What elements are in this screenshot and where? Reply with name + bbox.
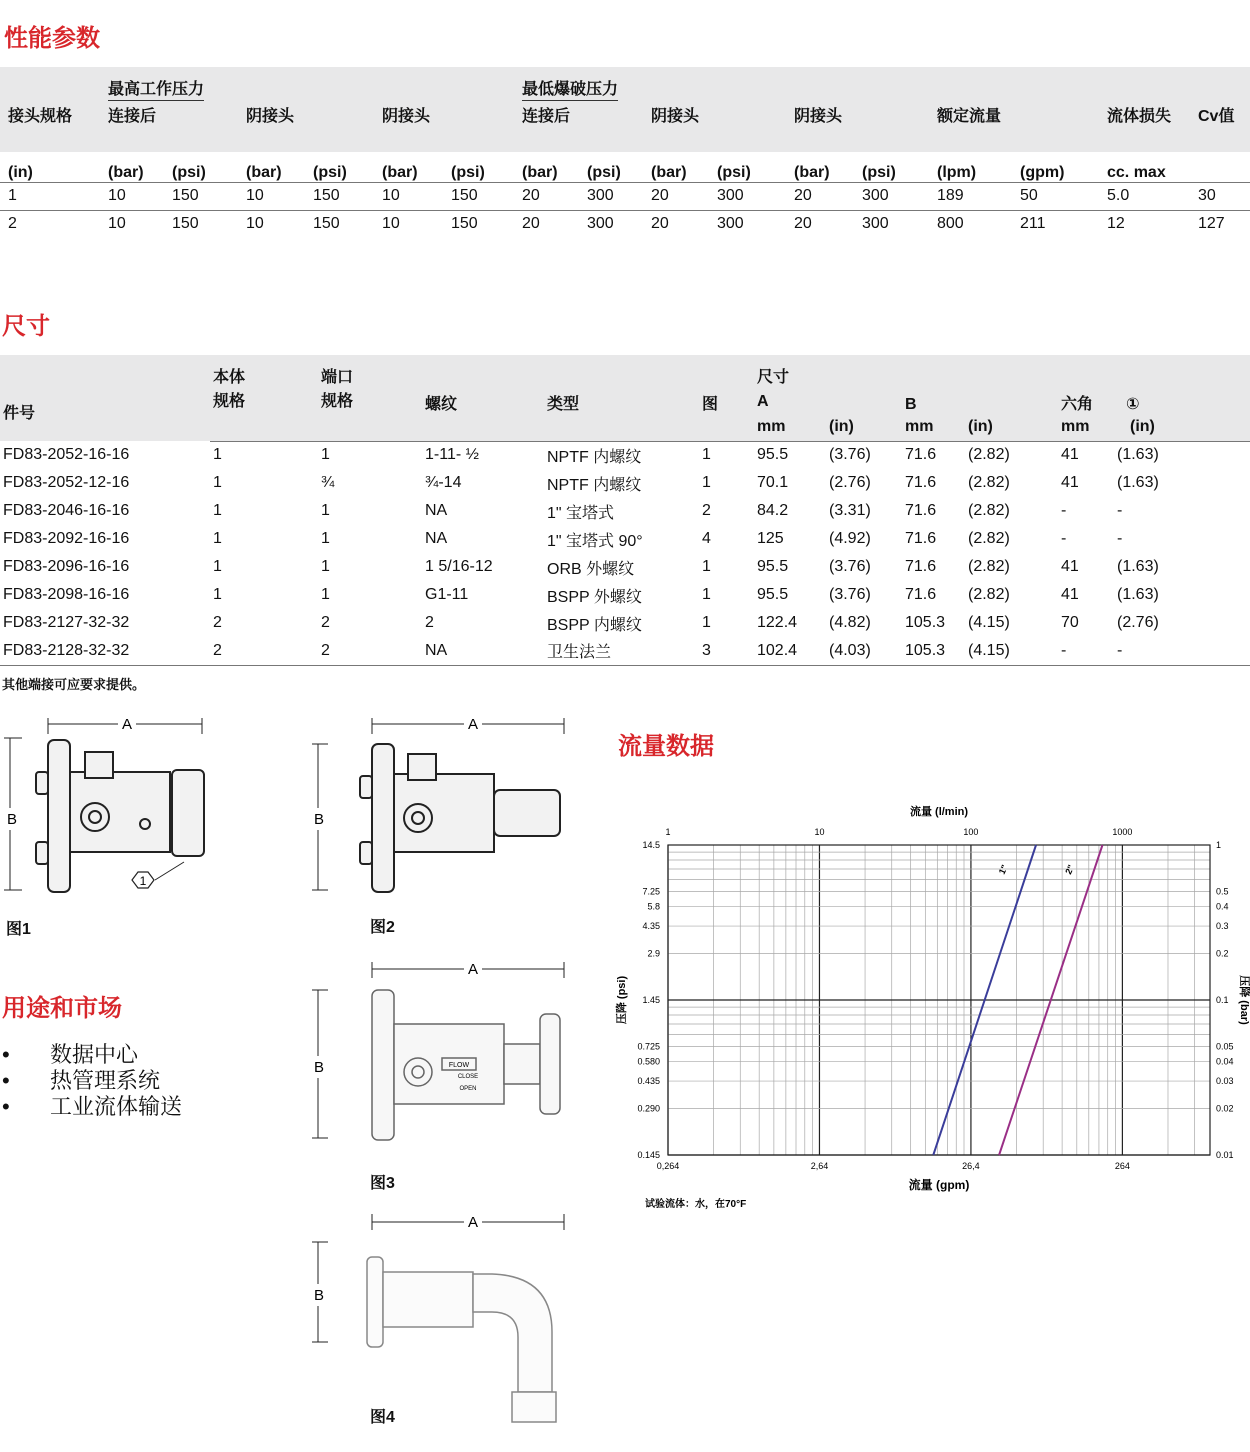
list-item: • 热管理系统 [2, 1068, 161, 1093]
figure-2-caption: 图2 [370, 919, 395, 936]
x2-tick-label: 10 [814, 827, 825, 837]
figure-2-drawing [312, 712, 572, 912]
x2-tick-label: 1000 [1112, 827, 1133, 837]
rated-flow-header: 额定流量 [937, 107, 1002, 125]
flow-chart-title: 流量数据 [618, 733, 714, 760]
flow-chart [605, 795, 1250, 1215]
bullet-icon: • [2, 1042, 10, 1067]
type-header: 类型 [547, 396, 580, 413]
hex-header: 六角 [1061, 396, 1094, 413]
list-item: • 数据中心 [2, 1042, 139, 1067]
cv-header: Cv值 [1198, 107, 1235, 125]
close-label: CLOSE [457, 1074, 479, 1080]
port-size-header: 端口 规格 [321, 369, 354, 410]
female-header: 阴接头 [382, 107, 431, 125]
applications-title: 用途和市场 [2, 995, 122, 1022]
table-row: FD83-2127-32-32 2 2 2 BSPP 内螺纹 1 122.4 (4.82) 105.3 (4.15) 70 (2.76) [3, 614, 1159, 634]
dim-b-label: B [7, 811, 18, 828]
y2-tick-label: 0.5 [1216, 886, 1229, 897]
units-row: mm (in) mm (in) mm (in) [0, 414, 1250, 441]
dim-a-label: A [467, 961, 479, 978]
y-tick-label: 14.5 [642, 840, 660, 850]
fluid-loss-header: 流体损失 [1107, 107, 1172, 125]
size-header: 接头规格 [8, 107, 73, 125]
table-row: FD83-2052-16-16 1 1 1-11- ½ NPTF 内螺纹 1 95.5 (3.76) 71.6 (2.82) 41 (1.63) [3, 446, 1159, 466]
dim-a-label: A [121, 716, 133, 733]
female-header: 阴接头 [794, 107, 843, 125]
bullet-icon: • [2, 1068, 10, 1093]
performance-title: 性能参数 [4, 25, 100, 52]
y2-tick-label: 0.4 [1216, 901, 1229, 912]
y-tick-label: 0.435 [637, 1076, 660, 1087]
other-ends-note: 其他端接可应要求提供。 [2, 677, 146, 692]
y-tick-label: 7.25 [642, 886, 660, 897]
min-burst-header: 最低爆破压力 [522, 76, 618, 101]
list-item: • 工业流体输送 [2, 1094, 183, 1119]
part-header: 件号 [3, 404, 36, 422]
performance-table [0, 67, 1250, 238]
y2-tick-label: 0.02 [1216, 1103, 1234, 1114]
table-row: 2 10 150 10 150 10 150 20 300 20 300 20 300 800 211 12 127 [8, 215, 1225, 233]
dim-b-label: B [314, 811, 325, 828]
y2-tick-label: 1 [1216, 840, 1222, 850]
dim-b-label: B [314, 1059, 325, 1076]
dim-a-label: A [467, 1214, 479, 1231]
series-label: 2" [1063, 863, 1077, 876]
y-tick-label: 2.9 [647, 948, 660, 959]
y2-tick-label: 0.03 [1216, 1076, 1234, 1087]
y-tick-label: 0.725 [637, 1041, 660, 1052]
body-size-header: 本体 规格 [213, 369, 246, 410]
table-row: FD83-2052-12-16 1 ¾ ¾-14 NPTF 内螺纹 1 70.1 (2.76) 71.6 (2.82) 41 (1.63) [3, 474, 1159, 494]
callout-number: 1 [139, 874, 147, 888]
female-header: 阴接头 [246, 107, 295, 125]
max-pressure-header: 最高工作压力 [108, 76, 204, 101]
fluid-note: 试验流体：水，在70°F [645, 1199, 747, 1210]
y-tick-label: 0.145 [637, 1150, 660, 1160]
y2-tick-label: 0.1 [1216, 995, 1229, 1005]
x-tick-label: 2,64 [810, 1161, 829, 1171]
table-row: FD83-2046-16-16 1 1 NA 1" 宝塔式 2 84.2 (3.31) 71.6 (2.82) - - [3, 502, 1123, 522]
y2-tick-label: 0.3 [1216, 921, 1229, 932]
figure-4-drawing [312, 1212, 572, 1432]
dimensions-title: 尺寸 [2, 313, 50, 340]
units-row: (in) (bar) (psi) (bar) (psi) (bar) (psi) (bar) (psi) (bar) (psi) (bar) (psi) (lpm) (gpm) cc. max [0, 152, 1250, 182]
x-tick-label: 0,264 [656, 1161, 680, 1171]
figure-4-caption: 图4 [370, 1409, 395, 1426]
fig-header: 图 [702, 396, 719, 413]
x-tick-label: 26,4 [962, 1161, 980, 1171]
table-row: FD83-2096-16-16 1 1 1 5/16-12 ORB 外螺纹 1 95.5 (3.76) 71.6 (2.82) 41 (1.63) [3, 558, 1159, 578]
dimension-a-header: 尺寸 A [757, 369, 790, 410]
applications-list [0, 1042, 182, 1120]
thread-header: 螺纹 [425, 396, 458, 413]
y2-tick-label: 0.2 [1216, 948, 1229, 959]
y-tick-label: 4.35 [642, 921, 660, 932]
figure-3-caption: 图3 [370, 1175, 395, 1192]
x-tick-label: 264 [1114, 1161, 1130, 1171]
flow-chart-svg [605, 795, 1250, 1215]
series-label: 1" [996, 863, 1010, 876]
table-row: FD83-2092-16-16 1 1 NA 1" 宝塔式 90° 4 125 (4.92) 71.6 (2.82) - - [3, 530, 1123, 550]
table-row: 1 10 150 10 150 10 150 20 300 20 300 20 300 189 50 5.0 30 [0, 182, 1250, 210]
table-row: FD83-2098-16-16 1 1 G1-11 BSPP 外螺纹 1 95.5 (3.76) 71.6 (2.82) 41 (1.63) [3, 586, 1159, 606]
y2-tick-label: 0.05 [1216, 1041, 1234, 1052]
figure-3-drawing [312, 960, 572, 1160]
y2-tick-label: 0.04 [1216, 1056, 1234, 1067]
y-axis-label: 压降 (psi) [616, 975, 628, 1025]
x2-axis-label: 流量 (l/min) [909, 806, 969, 818]
open-label: OPEN [459, 1086, 477, 1092]
x-axis-label: 流量 (gpm) [908, 1178, 970, 1192]
dimension-b-header: B [905, 396, 917, 413]
note-1-icon: ① [1126, 396, 1140, 413]
connected-header: 连接后 [108, 107, 157, 125]
x2-tick-label: 100 [963, 827, 979, 837]
y-tick-label: 0.290 [637, 1103, 660, 1114]
y2-axis-label: 压降 (bar) [1238, 975, 1250, 1025]
connected-header: 连接后 [522, 107, 571, 125]
dimensions-table [0, 355, 1250, 666]
table-row: FD83-2128-32-32 2 2 NA 卫生法兰 3 102.4 (4.03) 105.3 (4.15) - - [0, 637, 1250, 665]
female-header: 阴接头 [651, 107, 700, 125]
figure-1-drawing [0, 712, 230, 912]
y2-tick-label: 0.01 [1216, 1150, 1234, 1160]
flow-label: FLOW [448, 1062, 470, 1069]
y-tick-label: 1.45 [642, 995, 660, 1005]
x2-tick-label: 1 [665, 827, 671, 837]
y-tick-label: 5.8 [647, 901, 660, 912]
figure-1-caption: 图1 [6, 921, 31, 938]
dim-b-label: B [314, 1287, 325, 1304]
y-tick-label: 0.580 [637, 1056, 660, 1067]
bullet-icon: • [2, 1094, 10, 1119]
dim-a-label: A [467, 716, 479, 733]
